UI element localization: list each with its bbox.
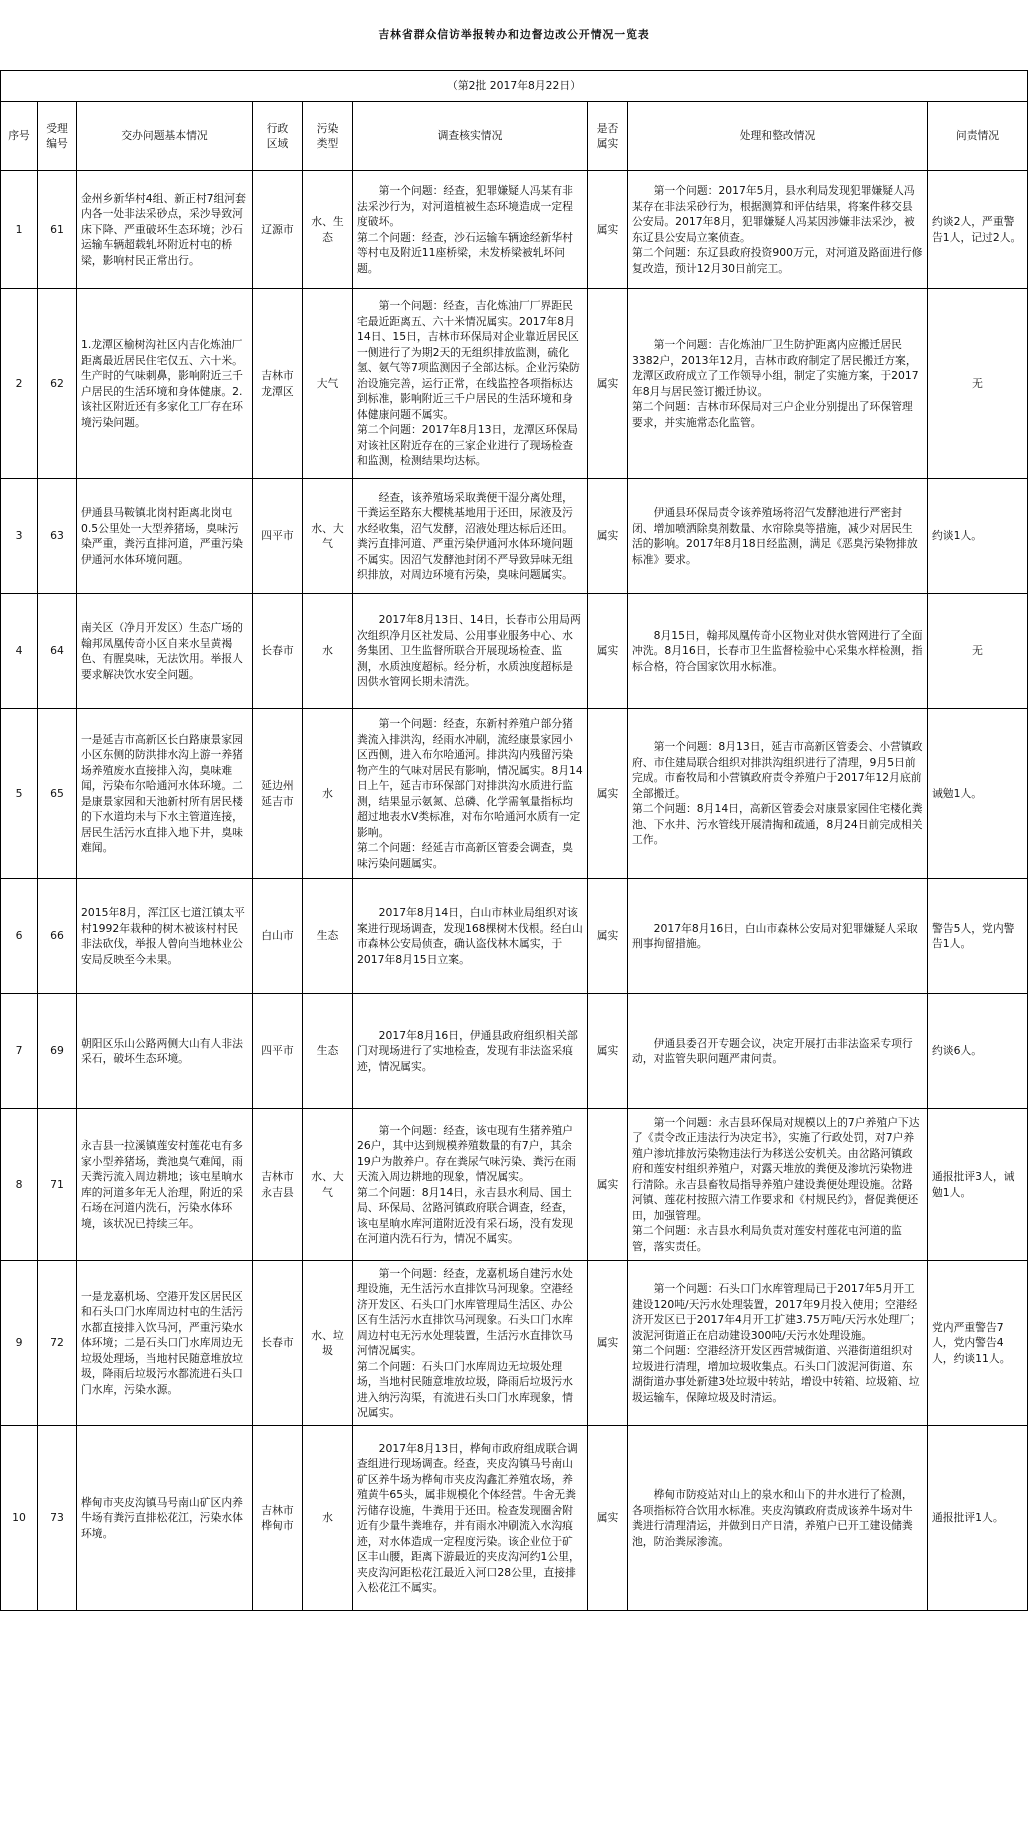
cell-accountability: 党内严重警告7人，党内警告4人，约谈11人。 — [928, 1261, 1028, 1426]
cell-id: 63 — [38, 479, 77, 594]
cell-verified: 属实 — [588, 1109, 628, 1261]
cell-pollution: 水 — [303, 709, 353, 879]
header-accountability: 问责情况 — [928, 102, 1028, 171]
cell-handling: 第一个问题：吉化炼油厂卫生防护距离内应搬迁居民3382户，2013年12月，吉林市政府制定了居民搬迁方案，龙潭区政府成立了工作领导小组，制定了实施方案，于2017年8月与居民签订搬迁协议。 第二个问题：吉林市环保局对三户企业分别提出了环保管理要求，并实施常态化监管。 — [628, 289, 928, 479]
cell-seq: 5 — [1, 709, 38, 879]
cell-pollution: 水、大气 — [303, 1109, 353, 1261]
cell-pollution: 水 — [303, 594, 353, 709]
cell-id: 73 — [38, 1426, 77, 1611]
table-row — [1, 1261, 1028, 1426]
cell-pollution: 水 — [303, 1426, 353, 1611]
cell-accountability: 通报批评3人，诫勉1人。 — [928, 1109, 1028, 1261]
cell-verified: 属实 — [588, 171, 628, 289]
cell-id: 72 — [38, 1261, 77, 1426]
cell-verified: 属实 — [588, 479, 628, 594]
cell-region: 白山市 — [253, 879, 303, 994]
header-handling: 处理和整改情况 — [628, 102, 928, 171]
cell-investigation: 第一个问题：经查，东新村养殖户部分猪粪流入排洪沟，经雨水冲刷，流经康景家园小区西侧，进入布尔哈通河。排洪沟内残留污染物产生的气味对居民有影响，情况属实。8月14日上午，延吉市环保部门对排洪沟水质进行监测，结果显示氨氮、总磷、化学需氧量指标均超过地表水V类标准，对布尔哈通河水质有一定影响。 第二个问题：经延吉市高新区管委会调查，臭味污染问题属实。 — [353, 709, 588, 879]
cell-id: 65 — [38, 709, 77, 879]
cell-region: 吉林市 桦甸市 — [253, 1426, 303, 1611]
cell-pollution: 生态 — [303, 879, 353, 994]
cell-accountability: 诫勉1人。 — [928, 709, 1028, 879]
table-header-row — [1, 102, 1028, 171]
cell-region: 四平市 — [253, 994, 303, 1109]
cell-issue: 伊通县马鞍镇北岗村距离北岗屯0.5公里处一大型养猪场，臭味污染严重，粪污直排河道，严重污染伊通河水体环境问题。 — [77, 479, 253, 594]
table-row — [1, 289, 1028, 479]
batch-subtitle: （第2批 2017年8月22日） — [1, 71, 1028, 102]
cell-accountability: 约谈2人，严重警告1人，记过2人。 — [928, 171, 1028, 289]
cell-verified: 属实 — [588, 994, 628, 1109]
cell-verified: 属实 — [588, 1261, 628, 1426]
cell-pollution: 水、垃圾 — [303, 1261, 353, 1426]
cell-handling: 伊通县环保局责令该养殖场将沼气发酵池进行严密封闭、增加喷洒除臭剂数量、水帘除臭等措施，减少对居民生活的影响。2017年8月18日经监测，满足《恶臭污染物排放标准》要求。 — [628, 479, 928, 594]
cell-region: 长春市 — [253, 594, 303, 709]
cell-region: 长春市 — [253, 1261, 303, 1426]
cell-seq: 2 — [1, 289, 38, 479]
cell-investigation: 经查，该养殖场采取粪便干湿分离处理，干粪运至路东大樱桃基地用于还田，尿液及污水经收集，沼气发酵，沼液处理达标后还田。粪污直排河道、严重污染伊通河水体环境问题不属实。因沼气发酵池封闭不严导致异味无组织排放，对周边环境有污染，臭味问题属实。 — [353, 479, 588, 594]
cell-handling: 第一个问题：8月13日，延吉市高新区管委会、小营镇政府、市住建局联合组织对排洪沟组织进行了清理，9月5日前完成。市畜牧局和小营镇政府责令养殖户于2017年12月底前全部搬迁。 第二个问题：8月14日，高新区管委会对康景家园住宅楼化粪池、下水井、污水管线开展清掏和疏通，8月24日前完成相关工作。 — [628, 709, 928, 879]
table-row — [1, 879, 1028, 994]
cell-issue: 一是龙嘉机场、空港开发区居民区和石头口门水库周边村屯的生活污水都直接排入饮马河，严重污染水体环境；二是石头口门水库周边无垃圾处理场，当地村民随意堆放垃圾，降雨后垃圾污水都流进石头口门水库，污染水源。 — [77, 1261, 253, 1426]
cell-investigation: 2017年8月13日、14日，长春市公用局两次组织净月区社发局、公用事业服务中心、水务集团、卫生监督所联合开展现场检查、监测，水质浊度超标。经分析，水质浊度超标是因供水管网长期未清洗。 — [353, 594, 588, 709]
table-row — [1, 1426, 1028, 1611]
header-region: 行政 区域 — [253, 102, 303, 171]
cell-issue: 桦甸市夹皮沟镇马号南山矿区内养牛场有粪污直排松花江，污染水体环境。 — [77, 1426, 253, 1611]
cell-seq: 7 — [1, 994, 38, 1109]
header-issue: 交办问题基本情况 — [77, 102, 253, 171]
cell-investigation: 第一个问题：经查，龙嘉机场自建污水处理设施，无生活污水直排饮马河现象。空港经济开发区、石头口门水库管理局生活区、办公区有生活污水直排饮马河现象。石头口门水库周边村屯无污水处理装置，生活污水直排饮马河情况属实。 第二个问题：石头口门水库周边无垃圾处理场，当地村民随意堆放垃圾，降雨后垃圾污水进入纳污沟渠，有流进石头口门水库现象，情况属实。 — [353, 1261, 588, 1426]
cell-verified: 属实 — [588, 1426, 628, 1611]
cell-region: 四平市 — [253, 479, 303, 594]
cell-accountability: 通报批评1人。 — [928, 1426, 1028, 1611]
header-pollution: 污染 类型 — [303, 102, 353, 171]
cell-accountability: 警告5人，党内警告1人。 — [928, 879, 1028, 994]
cell-id: 64 — [38, 594, 77, 709]
cell-investigation: 2017年8月14日，白山市林业局组织对该案进行现场调查，发现168棵树木伐根。经白山市森林公安局侦查，确认盗伐林木属实，于2017年8月15日立案。 — [353, 879, 588, 994]
cell-region: 吉林市 龙潭区 — [253, 289, 303, 479]
cell-accountability: 约谈1人。 — [928, 479, 1028, 594]
cell-region: 辽源市 — [253, 171, 303, 289]
cell-issue: 南关区（净月开发区）生态广场的翰邦凤凰传奇小区自来水呈黄褐色、有腥臭味，无法饮用。举报人要求解决饮水安全问题。 — [77, 594, 253, 709]
cell-verified: 属实 — [588, 289, 628, 479]
cell-issue: 2015年8月，浑江区七道江镇太平村1992年栽种的树木被该村村民非法砍伐，举报人曾向当地林业公安局反映至今未果。 — [77, 879, 253, 994]
cell-pollution: 生态 — [303, 994, 353, 1109]
cell-pollution: 水、生态 — [303, 171, 353, 289]
cell-investigation: 第一个问题：经查，吉化炼油厂厂界距民宅最近距离五、六十米情况属实。2017年8月14日、15日，吉林市环保局对企业靠近居民区一侧进行了为期2天的无组织排放监测，硫化氢、氨气等7项监测因子全部达标。企业污染防治设施完善，运行正常，在线监控各项指标达到标准，影响附近三千户居民的生活环境和身体健康问题不属实。 第二个问题：2017年8月13日，龙潭区环保局对该社区附近存在的三家企业进行了现场检查和监测，检测结果均达标。 — [353, 289, 588, 479]
cell-investigation: 2017年8月16日，伊通县政府组织相关部门对现场进行了实地检查，发现有非法盗采痕迹，情况属实。 — [353, 994, 588, 1109]
cell-handling: 8月15日，翰邦凤凰传奇小区物业对供水管网进行了全面冲洗。8月16日，长春市卫生监督检验中心采集水样检测，指标合格，符合国家饮用水标准。 — [628, 594, 928, 709]
cell-issue: 朝阳区乐山公路两侧大山有人非法采石，破坏生态环境。 — [77, 994, 253, 1109]
cell-issue: 1.龙潭区榆树沟社区内吉化炼油厂距离最近居民住宅仅五、六十米。生产时的气味刺鼻，影响附近三千户居民的生活环境和身体健康。2.该社区附近还有多家化工厂存在环境污染问题。 — [77, 289, 253, 479]
cell-pollution: 水、大气 — [303, 479, 353, 594]
cell-investigation: 第一个问题：经查，该屯现有生猪养殖户26户，其中达到规模养殖数量的有7户，其余19户为散养户。存在粪尿气味污染、粪污在雨天流入周边耕地的现象，情况属实。 第二个问题：8月14日，永吉县水利局、国土局、环保局、岔路河镇政府联合调查，经查，该屯星晌水库河道附近没有采石场，没有发现在河道内洗石行为，情况不属实。 — [353, 1109, 588, 1261]
cell-accountability: 无 — [928, 594, 1028, 709]
cell-handling: 桦甸市防疫站对山上的泉水和山下的井水进行了检测，各项指标符合饮用水标准。夹皮沟镇政府责成该养牛场对牛粪进行清理清运，并做到日产日清，养殖户已开工建设储粪池，防治粪尿渗流。 — [628, 1426, 928, 1611]
cell-accountability: 约谈6人。 — [928, 994, 1028, 1109]
cell-handling: 第一个问题：石头口门水库管理局已于2017年5月开工建设120吨/天污水处理装置，2017年9月投入使用；空港经济开发区已于2017年4月开工扩建3.75万吨/天污水处理厂；波泥河街道正在启动建设300吨/天污水处理设施。 第二个问题：空港经济开发区西营城街道、兴港街道组织对垃圾进行清理，增加垃圾收集点。石头口门波泥河街道、东湖街道办事处新建3处垃圾中转站，增设中转箱、垃圾箱、垃圾运输车，保障垃圾及时清运。 — [628, 1261, 928, 1426]
cell-issue: 一是延吉市高新区长白路康景家园小区东侧的防洪排水沟上游一养猪场养殖废水直接排入沟，臭味难闻，污染布尔哈通河水体环境。二是康景家园和天池新村所有居民楼的下水道均未与下水主管道连接，居民生活污水直排入地下井，臭味难闻。 — [77, 709, 253, 879]
header-verified: 是否 属实 — [588, 102, 628, 171]
table-row — [1, 594, 1028, 709]
cell-issue: 金州乡新华村4组、新正村7组河套内各一处非法采砂点，采沙导致河床下降、严重破坏生态环境；沙石运输车辆超载轧坏附近村屯的桥梁，影响村民正常出行。 — [77, 171, 253, 289]
cell-verified: 属实 — [588, 879, 628, 994]
table-row — [1, 479, 1028, 594]
cell-seq: 4 — [1, 594, 38, 709]
header-id: 受理 编号 — [38, 102, 77, 171]
table-row — [1, 1109, 1028, 1261]
cell-region: 吉林市 永吉县 — [253, 1109, 303, 1261]
cell-handling: 伊通县委召开专题会议，决定开展打击非法盗采专项行动，对监管失职问题严肃问责。 — [628, 994, 928, 1109]
cell-seq: 6 — [1, 879, 38, 994]
cell-pollution: 大气 — [303, 289, 353, 479]
cell-investigation: 第一个问题：经查，犯罪嫌疑人冯某有非法采沙行为，对河道植被生态环境造成一定程度破坏。 第二个问题：经查，沙石运输车辆途经新华村等村屯及附近11座桥梁，未发桥梁被轧坏问题。 — [353, 171, 588, 289]
table-row — [1, 171, 1028, 289]
cell-seq: 9 — [1, 1261, 38, 1426]
cell-verified: 属实 — [588, 709, 628, 879]
cell-id: 69 — [38, 994, 77, 1109]
page-title: 吉林省群众信访举报转办和边督边改公开情况一览表 — [1, 0, 1028, 71]
cell-investigation: 2017年8月13日，桦甸市政府组成联合调查组进行现场调查。经查，夹皮沟镇马号南山矿区养牛场为桦甸市夹皮沟鑫汇养殖农场，养殖黄牛65头，属非规模化个体经营。牛舍无粪污储存设施，牛粪用于还田。检查发现圈舍附近有少量牛粪堆存，并有雨水冲刷流入水沟痕迹，对水体造成一定程度污染。该企业位于矿区丰山腰，距离下游最近的夹皮沟河约1公里，夹皮沟河距松花江最近入河口28公里，直接排入松花江不属实。 — [353, 1426, 588, 1611]
cell-accountability: 无 — [928, 289, 1028, 479]
header-seq: 序号 — [1, 102, 38, 171]
cell-id: 66 — [38, 879, 77, 994]
cell-verified: 属实 — [588, 594, 628, 709]
table-row — [1, 994, 1028, 1109]
cell-issue: 永吉县一拉溪镇莲安村莲花屯有多家小型养猪场，粪池臭气难闻，雨天粪污流入周边耕地；该屯星晌水库的河道多年无人治理，附近的采石场在河道内洗石，污染水体环境，该状况已持续三年。 — [77, 1109, 253, 1261]
cell-id: 61 — [38, 171, 77, 289]
cell-seq: 8 — [1, 1109, 38, 1261]
cell-region: 延边州 延吉市 — [253, 709, 303, 879]
cell-handling: 第一个问题：永吉县环保局对规模以上的7户养殖户下达了《责令改正违法行为决定书》，实施了行政处罚，对7户养殖户渗坑排放污染物违法行为移送公安机关。由岔路河镇政府和莲安村组织养殖户，对露天堆放的粪便及渗坑污染物进行清除。永吉县畜牧局指导养殖户建设粪便处理设施。岔路河镇、莲花村按照六清工作要求和《村规民约》，督促粪便还田，加强管理。 第二个问题：永吉县水利局负责对莲安村莲花屯河道的监管，落实责任。 — [628, 1109, 928, 1261]
cell-seq: 1 — [1, 171, 38, 289]
header-investigation: 调查核实情况 — [353, 102, 588, 171]
cell-id: 71 — [38, 1109, 77, 1261]
cell-id: 62 — [38, 289, 77, 479]
cell-handling: 2017年8月16日，白山市森林公安局对犯罪嫌疑人采取刑事拘留措施。 — [628, 879, 928, 994]
cell-handling: 第一个问题：2017年5月，县水利局发现犯罪嫌疑人冯某存在非法采砂行为，根据测算和评估结果，将案件移交县公安局。2017年8月，犯罪嫌疑人冯某因涉嫌非法采沙，被东辽县公安局立案侦查。 第二个问题：东辽县政府投资900万元，对河道及路面进行修复改造，预计12月30日前完工。 — [628, 171, 928, 289]
cell-seq: 10 — [1, 1426, 38, 1611]
table-row — [1, 709, 1028, 879]
cell-seq: 3 — [1, 479, 38, 594]
